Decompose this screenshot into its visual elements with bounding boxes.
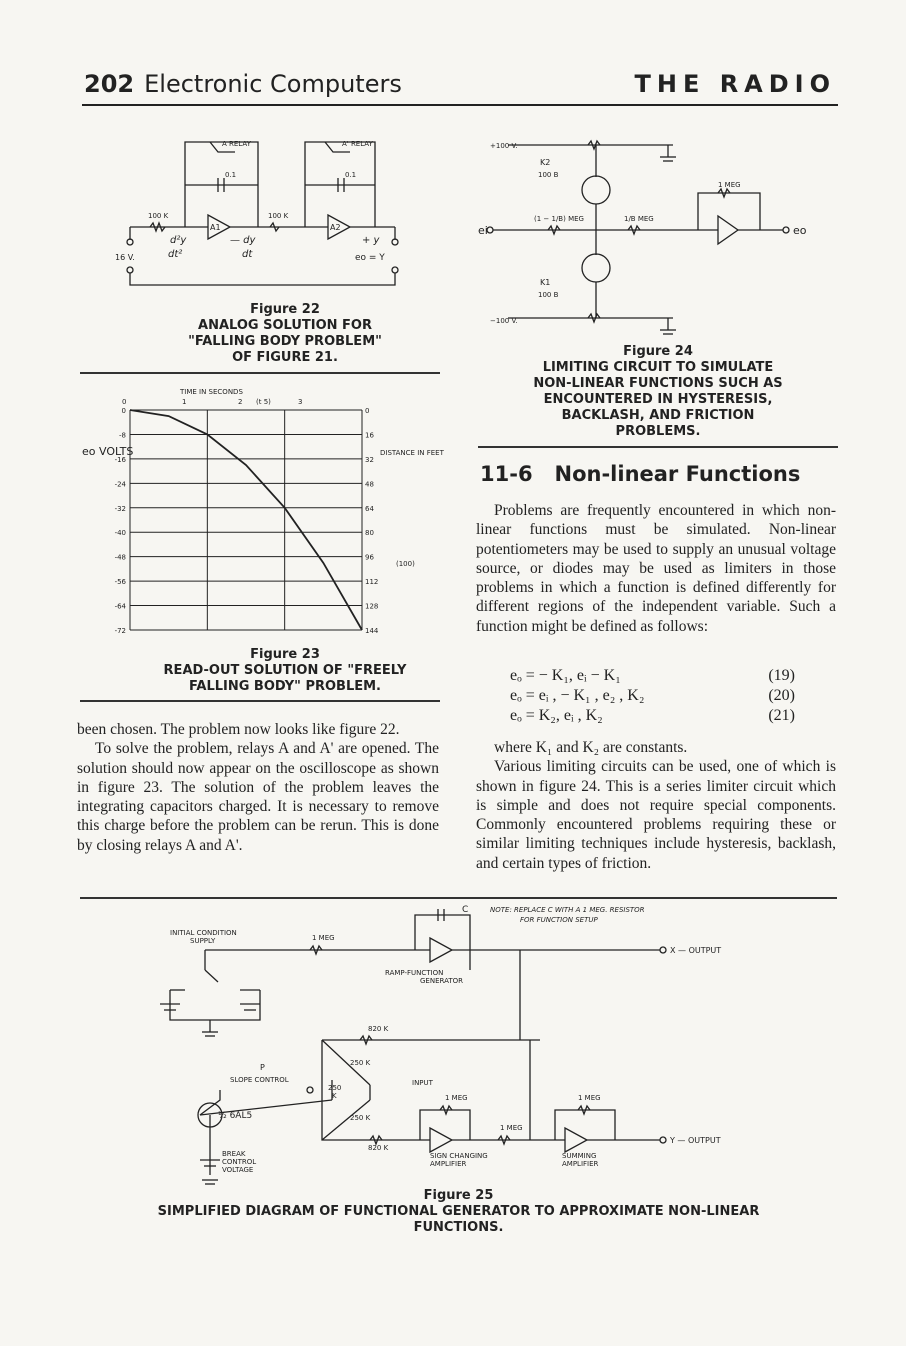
chart-ytick-right: 128: [365, 602, 379, 611]
chart-xtick: 0: [122, 398, 127, 406]
fig22-relay-a2: A' RELAY: [342, 140, 373, 148]
figure25-caption-line: FUNCTIONS.: [413, 1220, 504, 1235]
figure24-caption-line: ENCOUNTERED IN HYSTERESIS,: [543, 392, 773, 407]
equation-number: (19): [768, 667, 795, 684]
chart-right-annotation: (100): [396, 560, 415, 568]
chart-xtick: 2: [238, 398, 243, 406]
paragraph: Problems are frequently encountered in which non-linear functions must be simulated. Non-linear potentiometers may be used to supply an unusual voltage source, or diodes may be used as limiters in those problems in which a function is defined differently for different regions of the independent variable. Such a function might be defined as follows:: [476, 502, 836, 635]
chart-ytick-right: 64: [365, 504, 374, 513]
figure24-rule: [478, 446, 838, 448]
fig25-summing: SUMMING: [562, 1152, 597, 1160]
chart-ytick-left: -24: [114, 480, 126, 489]
figure23-caption-line: READ-OUT SOLUTION OF "FREELY: [163, 663, 407, 678]
fig25-amplifier: AMPLIFIER: [430, 1160, 467, 1168]
equations: [510, 666, 795, 726]
fig24-k1-val: 100 B: [538, 291, 559, 299]
chart-ytick-right: 144: [365, 627, 379, 635]
fig25-c: C: [462, 905, 469, 915]
section-heading: [480, 462, 800, 486]
fig25-meg1: 1 MEG: [312, 934, 335, 942]
figure22-diagram: [110, 130, 430, 305]
fig25-y-output: Y — OUTPUT: [670, 1136, 721, 1145]
section-number: 11-6: [480, 462, 533, 486]
figure24-diagram: [478, 135, 838, 335]
equation-number: (20): [768, 687, 795, 704]
fig22-dt2: dt²: [168, 249, 183, 260]
fig24-meg1: 1 MEG: [718, 181, 741, 189]
figure23-chart: [80, 380, 444, 640]
fig25-slope-p: P: [260, 1063, 265, 1072]
fig22-d2y: d²y: [170, 235, 187, 246]
chart-series-line: [130, 410, 362, 630]
chart-ytick-left: -72: [114, 627, 126, 635]
fig24-k2: K2: [540, 158, 551, 167]
fig22-volts: 16 V.: [115, 253, 135, 262]
paragraph: where K₁ and K₂ are constants.: [494, 739, 688, 756]
fig24-r-left: (1 − 1/B) MEG: [534, 215, 584, 223]
chart-ytick-right: 48: [365, 480, 374, 489]
fig25-ramp: RAMP-FUNCTION: [385, 969, 444, 977]
figure22-caption-line: OF FIGURE 21.: [232, 350, 338, 365]
figure23-label: Figure 23: [250, 647, 320, 662]
figure22-caption: [120, 302, 450, 366]
fig25-input: INPUT: [412, 1079, 433, 1087]
chart-ytick-left: -8: [119, 431, 126, 440]
figure24-label: Figure 24: [623, 344, 693, 359]
fig25-meg-c: 1 MEG: [578, 1094, 601, 1102]
fig22-res1: 100 K: [148, 212, 169, 220]
figure25-caption-line: SIMPLIFIED DIAGRAM OF FUNCTIONAL GENERATOR TO APPROXIMATE NON-LINEAR: [157, 1204, 760, 1219]
chart-ytick-right: 16: [365, 431, 374, 440]
fig22-dt: dt: [242, 249, 253, 260]
chapter-title: Electronic Computers: [144, 70, 402, 98]
chart-ytick-left: 0: [121, 407, 126, 415]
fig25-supply: SUPPLY: [190, 937, 216, 945]
fig25-note: FOR FUNCTION SETUP: [520, 916, 598, 924]
figure24-caption-line: NON-LINEAR FUNCTIONS SUCH AS: [533, 376, 783, 391]
fig25-tube: ½ 6AL5: [218, 1111, 253, 1121]
running-header: [84, 70, 402, 98]
figure22-label: Figure 22: [250, 302, 320, 317]
page-number: 202: [84, 70, 135, 98]
fig25-r820-bot: 820 K: [368, 1144, 389, 1152]
publication-title: THE RADIO: [634, 70, 836, 98]
fig25-x-output: X — OUTPUT: [670, 946, 722, 955]
fig25-slope-control: SLOPE CONTROL: [230, 1076, 289, 1084]
chart-ylabel-right: DISTANCE IN FEET: [380, 449, 444, 457]
fig25-note: NOTE: REPLACE C WITH A 1 MEG. RESISTOR: [490, 906, 645, 914]
fig22-output: eo = Y: [355, 253, 385, 263]
fig25-sign-changing: SIGN CHANGING: [430, 1152, 488, 1160]
fig22-res2: 100 K: [268, 212, 289, 220]
fig24-k2-val: 100 B: [538, 171, 559, 179]
chart-ytick-right: 0: [365, 407, 370, 415]
chart-ytick-left: -56: [114, 578, 126, 587]
equation-row: [510, 686, 795, 706]
section-title: Non-linear Functions: [554, 462, 801, 486]
chart-xlabel: TIME IN SECONDS: [180, 388, 243, 396]
fig22-minus-dy: — dy: [230, 235, 256, 246]
paragraph: been chosen. The problem now looks like figure 22.: [77, 721, 400, 738]
fig25-r250-top: 250 K: [350, 1059, 371, 1067]
figure25-label: Figure 25: [423, 1188, 494, 1203]
figure24-caption: [478, 344, 838, 440]
fig24-k1: K1: [540, 278, 551, 287]
chart-ylabel-left: eo VOLTS: [82, 445, 134, 458]
fig25-meg-a: 1 MEG: [445, 1094, 468, 1102]
fig25-voltage: VOLTAGE: [222, 1166, 254, 1174]
fig25-break: BREAK: [222, 1150, 246, 1158]
chart-ytick-right: 112: [365, 578, 379, 587]
paragraph: Various limiting circuits can be used, one of which is shown in figure 24. This is a series limiter circuit which is simple and does not require special components. Commonly encountered problems requiring these or similar limiting techniques include hysteresis, backlash, and certain types of friction.: [476, 758, 836, 872]
chart-xtick: (t 5): [256, 398, 271, 406]
equation-number: (21): [768, 707, 795, 724]
chart-ytick-right: 96: [365, 553, 374, 562]
figure24-caption-line: PROBLEMS.: [615, 424, 701, 439]
fig25-pot250: 250: [328, 1084, 342, 1092]
fig24-r-right: 1/B MEG: [624, 215, 654, 223]
left-column-text: [77, 720, 439, 855]
fig22-cap2: 0.1: [345, 171, 357, 179]
figure23-caption-line: FALLING BODY" PROBLEM.: [189, 679, 381, 694]
figure24-caption-line: LIMITING CIRCUIT TO SIMULATE: [542, 360, 774, 375]
fig22-amp2: A2: [330, 223, 341, 232]
figure23-caption: [110, 647, 460, 695]
fig22-plus-y: + y: [362, 235, 380, 246]
fig24-plus100: +100 V.: [490, 142, 518, 150]
chart-ytick-left: -16: [114, 455, 126, 464]
equation: eₒ = − K₁, eᵢ − K₁: [510, 667, 621, 684]
chart-ytick-left: -64: [114, 602, 126, 611]
fig25-r250-bot: 250 K: [350, 1114, 371, 1122]
fig24-ei: ei: [478, 224, 488, 237]
chart-ytick-left: -32: [114, 504, 126, 513]
fig25-amplifier2: AMPLIFIER: [562, 1160, 599, 1168]
equation-row: [510, 706, 795, 726]
figure22-rule: [80, 372, 440, 374]
fig25-r820-top: 820 K: [368, 1025, 389, 1033]
chart-ytick-left: -48: [114, 553, 126, 562]
figure24-caption-line: BACKLASH, AND FRICTION: [561, 408, 755, 423]
chart-xtick: 3: [298, 398, 303, 406]
right-column-text: [476, 501, 836, 636]
figure25-caption: [80, 1188, 837, 1236]
figure22-caption-line: "FALLING BODY PROBLEM": [188, 334, 382, 349]
fig24-minus100: −100 V.: [490, 317, 518, 325]
header-rule: [82, 104, 838, 106]
figure23-rule: [80, 700, 440, 702]
fig22-amp1: A1: [210, 223, 221, 232]
equation: eₒ = eᵢ , − K₁ , e₂ , K₂: [510, 687, 645, 704]
figure25-diagram: [100, 900, 820, 1190]
paragraph: To solve the problem, relays A and A' are opened. The solution should now appear on the oscilloscope as shown in figure 23. The solution of the problem leaves the integrating capacitors charged. It is necessary to remove this charge before the problem can be rerun. This is done by closing relays A and A'.: [77, 740, 439, 854]
figure22-caption-line: ANALOG SOLUTION FOR: [198, 318, 372, 333]
fig25-generator: GENERATOR: [420, 977, 463, 985]
right-column-text-2: [476, 738, 836, 873]
chart-ytick-right: 32: [365, 455, 374, 464]
fig24-eo: eo: [793, 224, 807, 237]
fig25-pot-k: K: [332, 1092, 337, 1100]
fig25-meg-b: 1 MEG: [500, 1124, 523, 1132]
fig22-relay-a: A RELAY: [222, 140, 251, 148]
chart-ytick-left: -40: [114, 529, 126, 538]
fig22-cap1: 0.1: [225, 171, 237, 179]
chart-xtick: 1: [182, 398, 187, 406]
fig25-control: CONTROL: [222, 1158, 257, 1166]
chart-ytick-right: 80: [365, 529, 374, 538]
equation: eₒ = K₂, eᵢ , K₂: [510, 707, 603, 724]
equation-row: [510, 666, 795, 686]
figure25-rule: [80, 897, 837, 899]
fig25-initial-condition: INITIAL CONDITION: [170, 929, 237, 937]
